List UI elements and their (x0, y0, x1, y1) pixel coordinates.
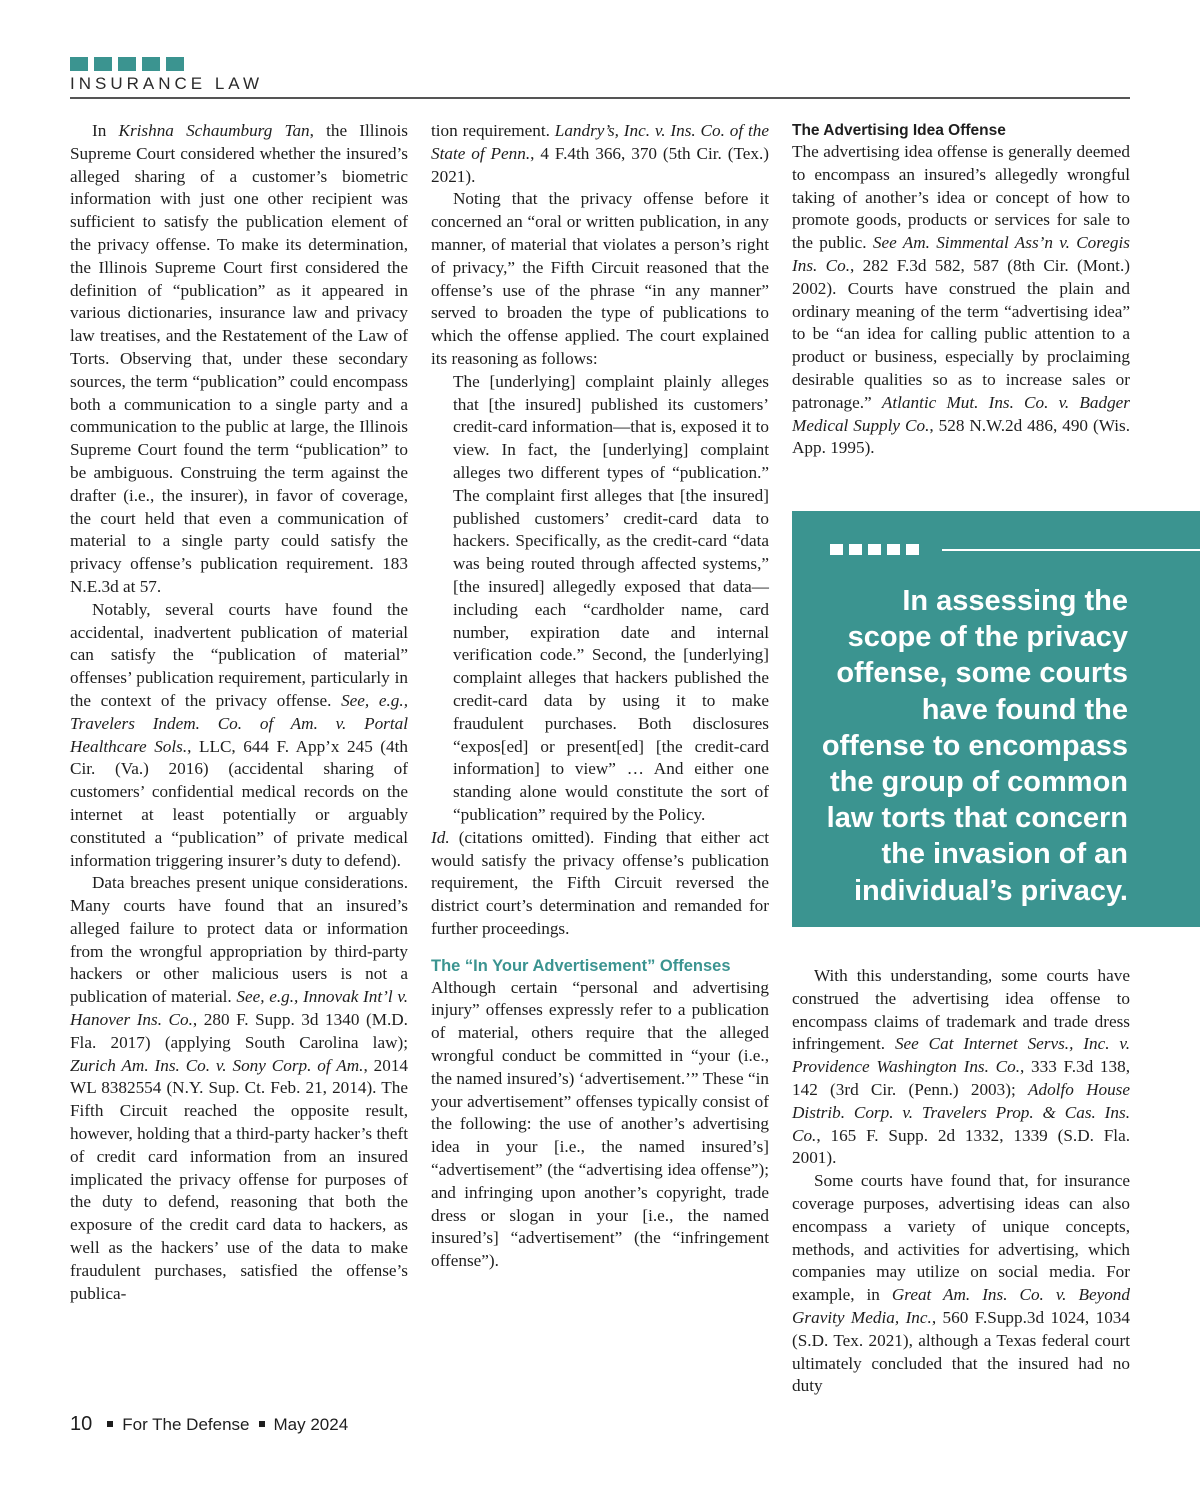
publication-name: For The Defense (122, 1415, 250, 1434)
paragraph: The advertising idea offense is generally deemed to encompass an insured’s allegedly wrongful taking of another’s idea or concept of how to promote goods, products or services for sale to the public. See Am. Simmental Ass’n v. Coregis Ins. Co., 282 F.3d 582, 587 (8th Cir. (Mont.) 2002). Courts have construed the plain and ordinary meaning of the term “advertising idea” to be “an idea for calling public attention to a product or business, especially by proclaiming desirable qualities so as to increase sales or patronage.” Atlantic Mut. Ins. Co. v. Badger Medical Supply Co., 528 N.W.2d 486, 490 (Wis. App. 1995). (792, 142, 1130, 458)
column-3-continued (792, 965, 1130, 1398)
header-squares (70, 57, 184, 71)
column-2 (431, 120, 769, 1273)
separator (259, 1421, 265, 1427)
block-quote (453, 371, 769, 827)
pull-quote-rule (942, 549, 1200, 551)
paragraph: Notably, several courts have found the accidental, inadvertent publication of material can satisfy the “publication of material” offenses’ publication requirement, particularly in the context of the privacy offense. See, e.g., Travelers Indem. Co. of Am. v. Portal Healthcare Sols., LLC, 644 F. App’x 245 (4th Cir. (Va.) 2016) (accidental sharing of customers’ confidential medical records on the internet at least potentially or arguably constituted a “publication” of private medical information triggering insurer’s duty to defend). (70, 599, 408, 870)
page-footer (70, 1412, 348, 1437)
column-3 (792, 120, 1130, 460)
page-number: 10 (70, 1413, 93, 1435)
pull-quote-squares (830, 544, 919, 555)
paragraph: With this understanding, some courts have construed the advertising idea offense to encompass claims of trademark and trade dress infringement. See Cat Internet Servs., Inc. v. Providence Washington Ins. Co., 333 F.3d 138, 142 (3rd Cir. (Penn.) 2003); Adolfo House Distrib. Corp. v. Travelers Prop. & Cas. Ins. Co., 165 F. Supp. 2d 1332, 1339 (S.D. Fla. 2001). (792, 966, 1131, 1168)
paragraph: Id. (citations omitted). Finding that either act would satisfy the privacy offense’s publication requirement, the Fifth Circuit reversed the district court’s determination and remanded for further proceedings. (431, 827, 769, 938)
issue-date: May 2024 (273, 1415, 349, 1434)
subheading-in-your-advertisement: The “In Your Advertisement” Offenses (431, 956, 731, 975)
paragraph: tion requirement. Landry’s, Inc. v. Ins. Co. of the State of Penn., 4 F.4th 366, 370 (5th Cir. (Tex.) 2021). (431, 121, 769, 186)
paragraph: In Krishna Schaumburg Tan, the Illinois Supreme Court considered whether the insured’s alleged sharing of a customer’s biometric information with just one other recipient was sufficient to satisfy the publication element of the privacy offense. To make its determination, the Illinois Supreme Court first considered the definition of “publication” as it appeared in various dictionaries, insurance law and privacy law treatises, and the Restatement of the Law of Torts. Observing that, under these secondary sources, the term “publication” could encompass both a communication to a single party and a communication to the public at large, the Illinois Supreme Court found the term “publication” to be ambiguous. Construing the term against the drafter (i.e., the insurer), in favor of coverage, the court held that even a communication of material to a single party could satisfy the privacy offense’s publication requirement. 183 N.E.3d at 57. (70, 121, 408, 596)
separator (107, 1421, 113, 1427)
paragraph: Although certain “personal and advertising injury” offenses expressly refer to a publication of material, others require that the alleged wrongful conduct be committed in “your (i.e., the named insured’s) ‘advertisement.’” These “in your advertisement” offenses typically consist of the following: the use of another’s advertising idea in your [i.e., the named insured’s] “advertisement” (the “advertising idea offense”); and infringing upon another’s copyright, trade dress or slogan in your [i.e., the named insured’s] “advertisement” (the “infringement offense”). (431, 977, 769, 1271)
paragraph: Noting that the privacy offense before it concerned an “oral or written publication, in any manner, of material that violates a person’s right of privacy,” the Fifth Circuit reasoned that the offense’s use of the phrase “in any manner” served to broaden the type of publications to which the offense applied. The court explained its reasoning as follows: (431, 189, 769, 368)
pull-quote-text: In assessing the scope of the privacy offense, some courts have found the offense to encompass the group of common law torts that concern the invasion of an individual’s privacy. (821, 585, 1128, 907)
quote-text: The [underlying] complaint plainly alleges that [the insured] published its customers’ credit-card information—that is, exposed it to view. In fact, the [underlying] complaint alleges two different types of “publication.” The complaint first alleges that [the insured] published customers’ credit-card data to hackers. Specifically, as the credit-card “data was being routed through affected systems,” [the insured] allegedly exposed that data—including each “cardholder name, card number, expiration date and internal verification code.” Second, the [underlying] complaint alleges that hackers published the credit-card data by using it to make fraudulent purchases. Both disclosures “expos[ed] or present[ed] [the credit-card information] to view” … And either one standing alone would constitute the sort of “publication” required by the Policy. (453, 371, 769, 824)
paragraph: Some courts have found that, for insurance coverage purposes, advertising ideas can also encompass a variety of unique concepts, methods, and activities for advertising, which companies may utilize on social media. For example, in Great Am. Ins. Co. v. Beyond Gravity Media, Inc., 560 F.Supp.3d 1024, 1034 (S.D. Tex. 2021), although a Texas federal court ultimately concluded that the insured had no duty (792, 1171, 1130, 1396)
section-label: INSURANCE LAW (70, 74, 264, 93)
subheading-advertising-idea: The Advertising Idea Offense (792, 122, 1006, 139)
header-rule (70, 97, 1130, 99)
pull-quote (792, 511, 1200, 927)
paragraph: Data breaches present unique considerations. Many courts have found that an insured’s alleged failure to protect data or information from the wrongful appropriation by third-party hackers or other malicious users is not a publication of material. See, e.g., Innovak Int’l v. Hanover Ins. Co., 280 F. Supp. 3d 1340 (M.D. Fla. 2017) (applying South Carolina law); Zurich Am. Ins. Co. v. Sony Corp. of Am., 2014 WL 8382554 (N.Y. Sup. Ct. Feb. 21, 2014). The Fifth Circuit reached the opposite result, however, holding that a third-party hacker’s theft of credit card information from an insured implicated the privacy offense for purposes of the duty to defend, reasoning that both the exposure of the credit card data to hackers, as well as the hackers’ use of the data to make fraudulent purchases, satisfied the offense’s publica- (70, 873, 409, 1303)
column-1 (70, 120, 408, 1305)
